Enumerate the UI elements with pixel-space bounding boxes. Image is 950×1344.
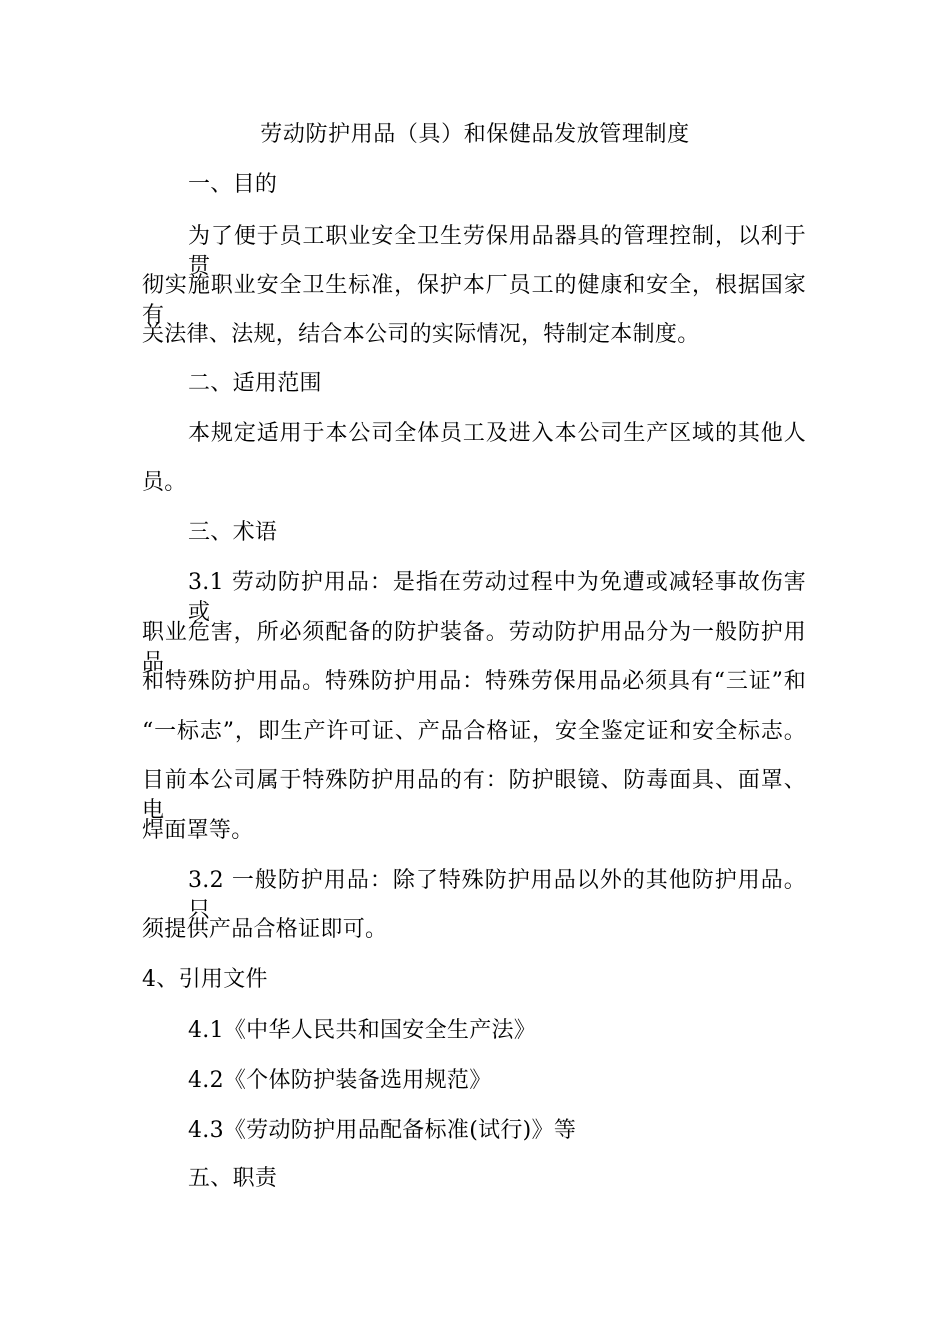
reference-item: 4.2《个体防护装备选用规范》 [188,1068,492,1093]
paragraph-line: 为了便于员工职业安全卫生劳保用品器具的管理控制，以利于贯 [188,224,806,279]
paragraph-line: 员。 [142,470,187,495]
paragraph-line: 目前本公司属于特殊防护用品的有：防护眼镜、防毒面具、面罩、电 [142,768,806,823]
paragraph-line: 3.1 劳动防护用品：是指在劳动过程中为免遭或减轻事故伤害或 [188,570,806,625]
section-heading-terms: 三、术语 [188,520,278,545]
paragraph-line: 彻实施职业安全卫生标准，保护本厂员工的健康和安全，根据国家有 [142,273,806,328]
section-heading-references: 4、引用文件 [142,967,268,992]
paragraph-line: “一标志”，即生产许可证、产品合格证，安全鉴定证和安全标志。 [142,719,806,744]
paragraph-line: 3.2 一般防护用品：除了特殊防护用品以外的其他防护用品。只 [188,868,806,923]
section-heading-responsibilities: 五、职责 [188,1166,278,1191]
reference-item: 4.1《中华人民共和国安全生产法》 [188,1018,537,1043]
paragraph-line: 本规定适用于本公司全体员工及进入本公司生产区域的其他人 [188,421,806,446]
section-heading-scope: 二、适用范围 [188,371,322,396]
paragraph-line: 和特殊防护用品。特殊防护用品：特殊劳保用品必须具有“三证”和 [142,669,806,694]
section-heading-purpose: 一、目的 [188,172,278,197]
paragraph-line: 焊面罩等。 [142,818,254,843]
paragraph-line: 须提供产品合格证即可。 [142,917,388,942]
reference-item: 4.3《劳动防护用品配备标准(试行)》等 [188,1118,577,1143]
paragraph-line: 关法律、法规，结合本公司的实际情况，特制定本制度。 [142,322,700,347]
paragraph-line: 职业危害，所必须配备的防护装备。劳动防护用品分为一般防护用品 [142,620,806,675]
page-title: 劳动防护用品（具）和保健品发放管理制度 [260,122,690,147]
